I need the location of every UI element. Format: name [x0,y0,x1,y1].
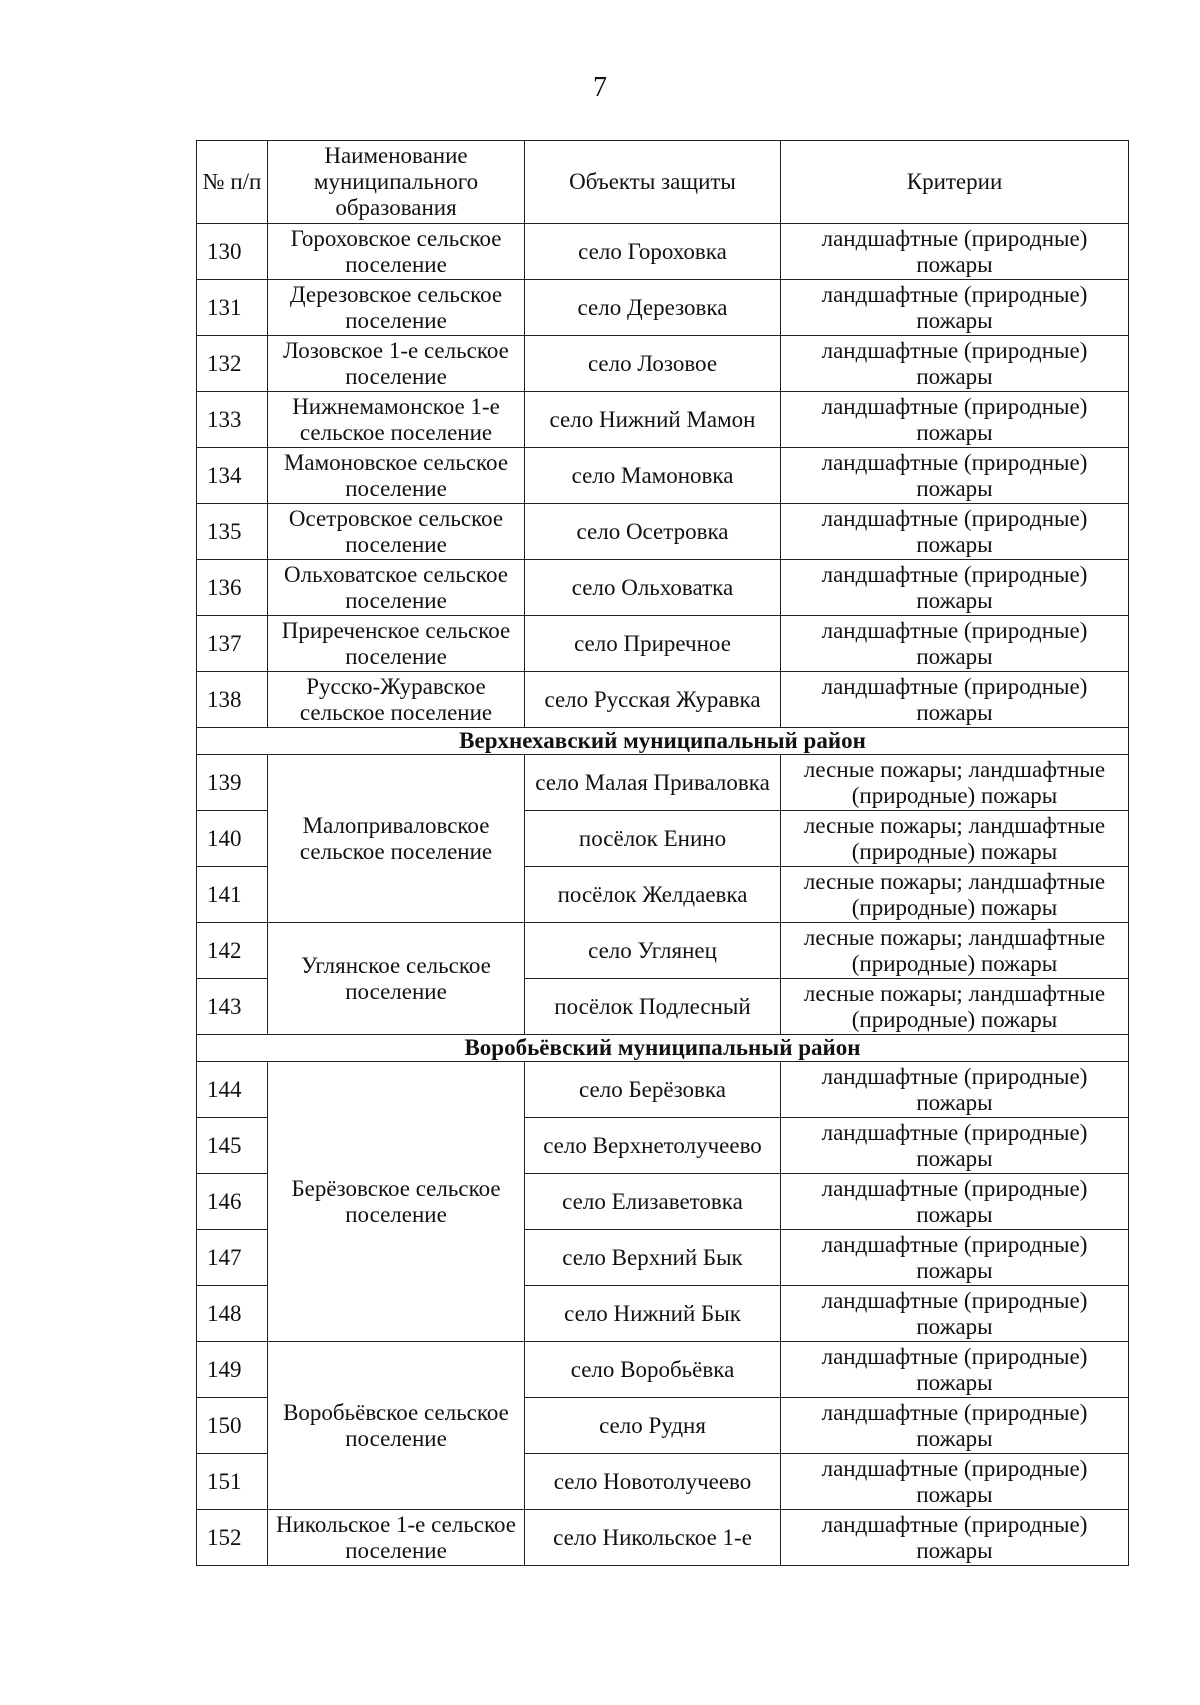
row-municipality: Мамоновское сельское поселение [268,448,525,504]
row-num: 150 [197,1398,268,1454]
table-row [197,224,1129,280]
row-criteria: лесные пожары; ландшафтные (природные) пожары [781,979,1129,1035]
row-municipality: Воробьёвское сельское поселение [268,1342,525,1510]
table-row [197,280,1129,336]
row-num: 139 [197,755,268,811]
row-criteria: ландшафтные (природные) пожары [781,448,1129,504]
row-municipality: Берёзовское сельское поселение [268,1062,525,1342]
row-object: село Мамоновка [525,448,781,504]
table-row [197,560,1129,616]
row-object: село Приречное [525,616,781,672]
row-criteria: лесные пожары; ландшафтные (природные) пожары [781,923,1129,979]
row-criteria: ландшафтные (природные) пожары [781,392,1129,448]
header-num: № п/п [197,141,268,224]
row-object: село Гороховка [525,224,781,280]
district-row [197,728,1129,755]
row-num: 142 [197,923,268,979]
district-heading: Воробьёвский муниципальный район [197,1035,1129,1062]
row-num: 147 [197,1230,268,1286]
row-criteria: ландшафтные (природные) пожары [781,1398,1129,1454]
row-object: село Осетровка [525,504,781,560]
row-num: 134 [197,448,268,504]
header-municipality: Наименование муниципального образования [268,141,525,224]
table-row [197,1342,1129,1398]
table-header-row [197,141,1129,224]
row-municipality: Дерезовское сельское поселение [268,280,525,336]
table-row [197,755,1129,811]
row-object: село Рудня [525,1398,781,1454]
row-criteria: ландшафтные (природные) пожары [781,1510,1129,1566]
row-num: 145 [197,1118,268,1174]
header-objects: Объекты защиты [525,141,781,224]
row-object: посёлок Енино [525,811,781,867]
row-criteria: ландшафтные (природные) пожары [781,1062,1129,1118]
row-object: село Ольховатка [525,560,781,616]
table-row [197,448,1129,504]
row-criteria: ландшафтные (природные) пожары [781,560,1129,616]
row-criteria: ландшафтные (природные) пожары [781,504,1129,560]
row-municipality: Приреченское сельское поселение [268,616,525,672]
row-criteria: лесные пожары; ландшафтные (природные) пожары [781,811,1129,867]
row-criteria: ландшафтные (природные) пожары [781,224,1129,280]
header-criteria: Критерии [781,141,1129,224]
row-num: 137 [197,616,268,672]
row-num: 151 [197,1454,268,1510]
row-object: село Нижний Бык [525,1286,781,1342]
table-row [197,504,1129,560]
row-municipality: Гороховское сельское поселение [268,224,525,280]
row-object: село Елизаветовка [525,1174,781,1230]
row-num: 149 [197,1342,268,1398]
row-num: 136 [197,560,268,616]
row-num: 132 [197,336,268,392]
page-number: 7 [593,72,607,103]
row-municipality: Осетровское сельское поселение [268,504,525,560]
table-row [197,616,1129,672]
protection-objects-table [196,140,1129,1566]
row-object: село Новотолучеево [525,1454,781,1510]
row-object: село Нижний Мамон [525,392,781,448]
row-municipality: Лозовское 1-е сельское поселение [268,336,525,392]
row-num: 131 [197,280,268,336]
table-row [197,1510,1129,1566]
row-criteria: лесные пожары; ландшафтные (природные) пожары [781,867,1129,923]
row-num: 130 [197,224,268,280]
row-num: 152 [197,1510,268,1566]
district-row [197,1035,1129,1062]
row-municipality: Ольховатское сельское поселение [268,560,525,616]
row-object: село Верхний Бык [525,1230,781,1286]
row-municipality: Русско-Журавское сельское поселение [268,672,525,728]
row-object: село Воробьёвка [525,1342,781,1398]
row-object: село Лозовое [525,336,781,392]
row-num: 141 [197,867,268,923]
row-criteria: ландшафтные (природные) пожары [781,616,1129,672]
row-num: 140 [197,811,268,867]
row-criteria: ландшафтные (природные) пожары [781,336,1129,392]
row-num: 138 [197,672,268,728]
row-criteria: ландшафтные (природные) пожары [781,280,1129,336]
row-criteria: лесные пожары; ландшафтные (природные) пожары [781,755,1129,811]
row-num: 148 [197,1286,268,1342]
row-criteria: ландшафтные (природные) пожары [781,1342,1129,1398]
row-object: село Никольское 1-е [525,1510,781,1566]
row-criteria: ландшафтные (природные) пожары [781,672,1129,728]
district-heading: Верхнехавский муниципальный район [197,728,1129,755]
row-object: село Углянец [525,923,781,979]
row-num: 144 [197,1062,268,1118]
table-row [197,336,1129,392]
row-num: 133 [197,392,268,448]
row-municipality: Никольское 1-е сельское поселение [268,1510,525,1566]
row-num: 135 [197,504,268,560]
table-row [197,672,1129,728]
row-object: село Малая Приваловка [525,755,781,811]
row-object: посёлок Подлесный [525,979,781,1035]
row-criteria: ландшафтные (природные) пожары [781,1230,1129,1286]
row-criteria: ландшафтные (природные) пожары [781,1286,1129,1342]
row-num: 146 [197,1174,268,1230]
row-criteria: ландшафтные (природные) пожары [781,1118,1129,1174]
row-num: 143 [197,979,268,1035]
row-municipality: Нижнемамонское 1-е сельское поселение [268,392,525,448]
row-criteria: ландшафтные (природные) пожары [781,1174,1129,1230]
row-municipality: Углянское сельское поселение [268,923,525,1035]
table-row [197,392,1129,448]
row-object: село Русская Журавка [525,672,781,728]
row-municipality: Малоприваловское сельское поселение [268,755,525,923]
row-object: село Верхнетолучеево [525,1118,781,1174]
row-criteria: ландшафтные (природные) пожары [781,1454,1129,1510]
table-row [197,1062,1129,1118]
table-row [197,923,1129,979]
row-object: село Берёзовка [525,1062,781,1118]
row-object: село Дерезовка [525,280,781,336]
row-object: посёлок Желдаевка [525,867,781,923]
